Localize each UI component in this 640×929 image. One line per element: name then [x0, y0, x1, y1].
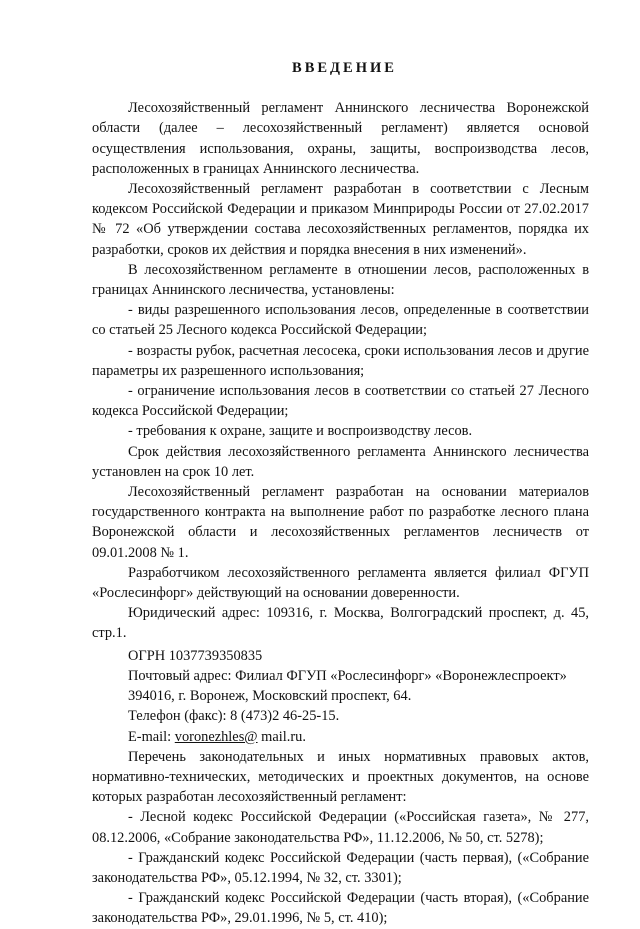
regulation-item-civil-code-part-2: - Гражданский кодекс Российской Федерации (часть вторая), («Собрание законодательства РФ», 29.01.1996, № 5, ст. 410);: [92, 890, 589, 927]
validity-paragraph: Срок действия лесохозяйственного регламента Аннинского лесничества установлен на срок 10 лет.: [92, 443, 589, 480]
email-line: [92, 727, 589, 747]
document-page: [92, 58, 589, 929]
ogrn-line: ОГРН 1037739350835: [128, 647, 263, 664]
basis-paragraph: Лесохозяйственный регламент разработан на основании материалов государственного контракта на выполнение работ по разработке лесного плана Воронежской области и лесохозяйственных регламентов лесничеств от 09.01.2008 № 1.: [92, 484, 589, 561]
postal-address-line-1: Почтовый адрес: Филиал ФГУП «Рослесинфорг» «Воронежлеспроект»: [128, 667, 567, 684]
page-title: ВВЕДЕНИЕ: [292, 60, 397, 76]
email-link[interactable]: voronezhles@: [174, 728, 258, 745]
regulation-item-forest-code: - Лесной кодекс Российской Федерации («Российская газета», № 277, 08.12.2006, «Собрание законодательства РФ», 11.12.2006, № 50, ст. 5278);: [92, 809, 589, 846]
email-domain: mail.ru.: [257, 728, 306, 745]
intro-paragraph-1: Лесохозяйственный регламент Аннинского лесничества Воронежской области (далее – лесохозяйственный регламент) является основой осуществления использования, охраны, защиты, воспроизводства лесов, расположенных в границах Аннинского лесничества.: [92, 100, 589, 177]
regulation-item-civil-code-part-1: - Гражданский кодекс Российской Федерации (часть первая), («Собрание законодательства РФ», 05.12.1994, № 32, ст. 3301);: [92, 849, 589, 886]
developer-paragraph: Разработчиком лесохозяйственного регламента является филиал ФГУП «Рослесинфорг» действующий на основании доверенности.: [92, 564, 589, 602]
list-item-felling-ages: - возрасты рубок, расчетная лесосека, сроки использования лесов и другие параметры их разрешенного использования;: [92, 342, 589, 379]
postal-address-line-2: 394016, г. Воронеж, Московский проспект, 64.: [128, 688, 412, 705]
regulations-list-intro: Перечень законодательных и иных нормативных правовых актов, нормативно-технических, методических и проектных документов, на основе которых разработан лесохозяйственный регламент:: [92, 748, 589, 806]
intro-paragraph-3: В лесохозяйственном регламенте в отношении лесов, расположенных в границах Аннинского лесничества, установлены:: [92, 261, 589, 299]
list-item-protection: - требования к охране, защите и воспроизводству лесов.: [128, 423, 473, 440]
list-item-permitted-uses: - виды разрешенного использования лесов, определенные в соответствии со статьей 25 Лесного кодекса Российской Федерации;: [92, 302, 589, 339]
legal-address: Юридический адрес: 109316, г. Москва, Волгоградский проспект, д. 45, стр.1.: [92, 605, 589, 642]
intro-paragraph-2: Лесохозяйственный регламент разработан в соответствии с Лесным кодексом Российской Федерации и приказом Минприроды России от 27.02.2017 № 72 «Об утверждении состава лесохозяйственных регламентов, порядка их разработки, сроков их действия и порядка внесения в них изменений».: [92, 181, 589, 258]
list-item-restrictions: - ограничение использования лесов в соответствии со статьей 27 Лесного кодекса Российской Федерации;: [92, 383, 589, 420]
phone-line: Телефон (факс): 8 (473)2 46-25-15.: [128, 708, 340, 725]
email-label: E-mail:: [128, 728, 175, 745]
